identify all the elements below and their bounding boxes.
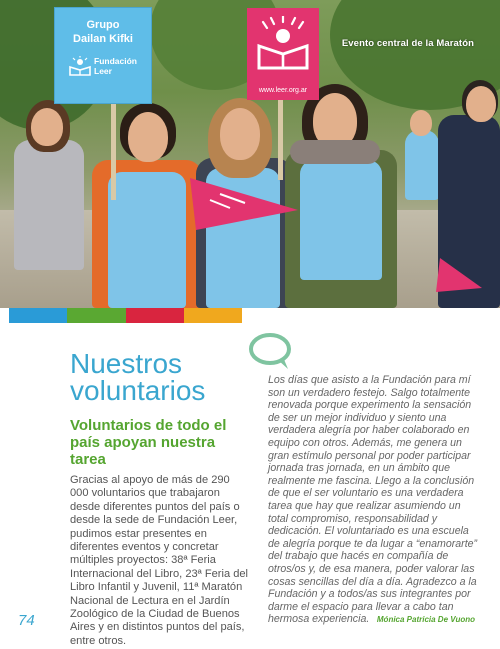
page-number: 74 bbox=[18, 612, 35, 629]
cover-photo bbox=[0, 0, 500, 308]
color-bar-strip bbox=[9, 308, 242, 323]
page-title bbox=[70, 350, 250, 404]
page-subtitle: Voluntarios de todo el país apoyan nuestra tarea bbox=[70, 417, 227, 468]
logo-text: Fundación bbox=[94, 56, 137, 66]
logo-text: Leer bbox=[94, 66, 112, 76]
volunteer-group-sign bbox=[54, 7, 152, 104]
speech-bubble-icon bbox=[248, 333, 294, 371]
color-bar-orange bbox=[184, 308, 242, 323]
pink-flag-icon bbox=[190, 178, 300, 238]
fundacion-leer-sign bbox=[247, 8, 319, 100]
pink-flag-icon bbox=[436, 258, 484, 294]
sign-title-line: Grupo bbox=[86, 19, 120, 31]
book-reader-icon bbox=[255, 16, 311, 70]
sign-title-line: Dailan Kifki bbox=[73, 33, 133, 45]
sign-url: www.leer.org.ar bbox=[258, 87, 308, 94]
testimonial-quote: Los días que asisto a la Fundación para mí son un verdadero festejo. Salgo totalmente renovada porque experimento la sensación de ser un mejor individuo y siento una verdadera alegría por haber colaborado en equipo con otros. Además, me genera un gran estímulo personal por poder participar jornada tras jornada, en un ámbito que realmente me fascina. Llego a la conclusión de que el ser voluntario es una verdadera tarea que hay que realizar asumiendo un total compromiso, responsabilidad y dedicación. El voluntariado es una escuela de alegría porque te da lugar a “enamorarte” del trabajo que hacés en compañía de otros/os y, de esa manera, poder valorar las cosas sencillas del día a día. Agradezco a la Fundación y a todos/as sus integrantes por darme el espacio para llevar a cabo tan hermosa experiencia. bbox=[268, 374, 478, 626]
color-bar-red bbox=[126, 308, 184, 323]
photo-caption: Evento central de la Maratón bbox=[341, 38, 474, 49]
fundacion-leer-logo bbox=[67, 56, 139, 76]
book-reader-icon bbox=[69, 56, 91, 76]
color-bar-green bbox=[67, 308, 125, 323]
article-body: Gracias al apoyo de más de 290 000 voluntarios que trabajaron desde diferentes puntos del país o desde la sede de Fundación Leer, pudimos estar presentes en diferentes eventos y concretar múltiples proyectos: 38ª Feria Internacional del Libro, 23ª Feria del Libro Infantil y Juvenil, 11ª Maratón Nacional de Lectura en el Jardín Zoológico de la Ciudad de Buenos Aires y en distintos puntos del país, entre otros. bbox=[70, 474, 249, 647]
testimonial-author: Mónica Patricia De Vuono bbox=[376, 615, 475, 624]
page-title-line: voluntarios bbox=[70, 375, 206, 406]
page-title-line: Nuestros bbox=[70, 348, 183, 379]
sign-stick bbox=[111, 100, 116, 200]
sign-stick bbox=[278, 100, 283, 180]
color-bar-blue bbox=[9, 308, 67, 323]
